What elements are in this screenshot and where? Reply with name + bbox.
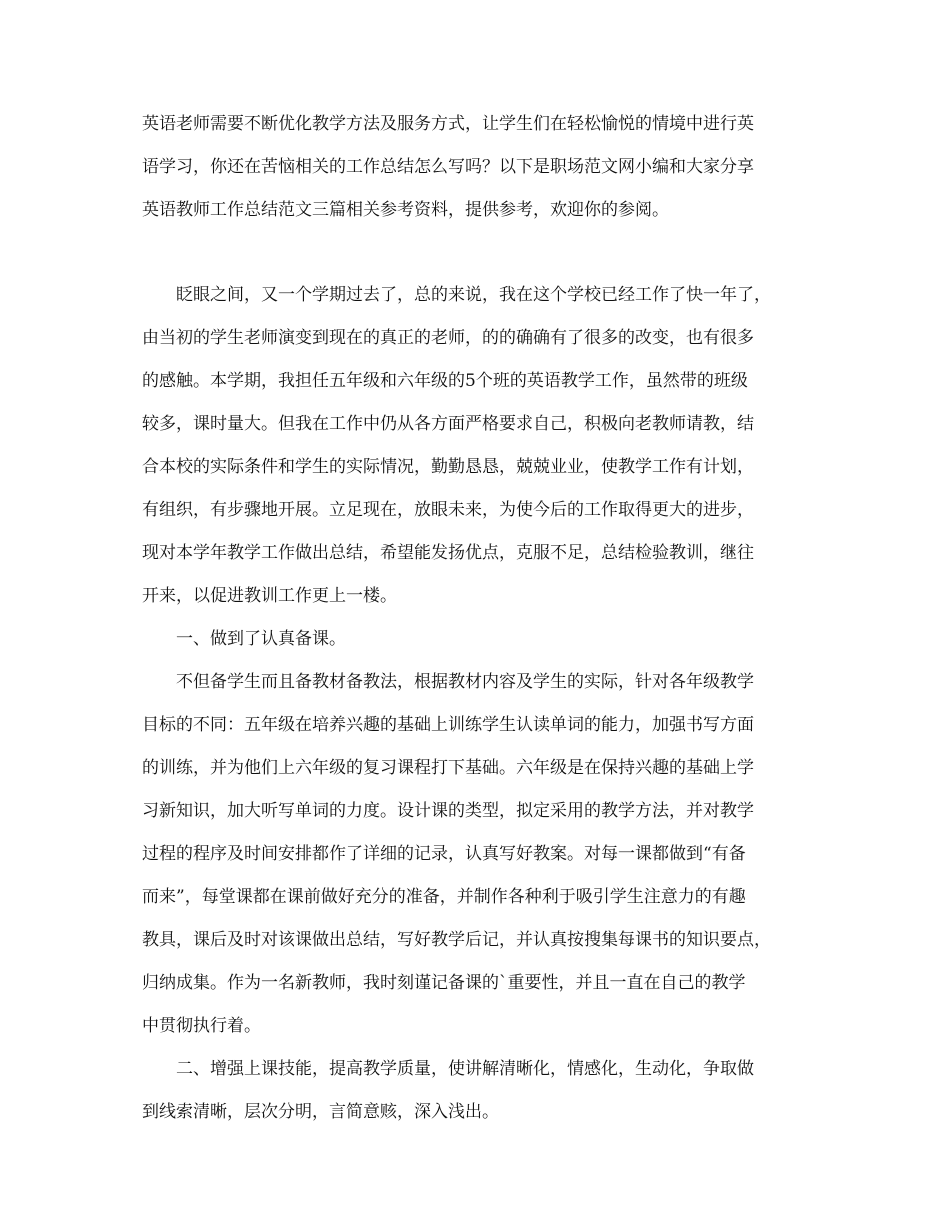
body-line: 合本校的实际条件和学生的实际情况，勤勤恳恳，兢兢业业，使教学工作有计划， (142, 457, 754, 477)
body-line: 过程的程序及时间安排都作了详细的记录，认真写好教案。对每一课都做到“有备 (142, 844, 746, 864)
body-line: 不但备学生而且备教材备教法，根据教材内容及学生的实际，针对各年级教学 (176, 672, 754, 692)
body-line: 习新知识，加大听写单词的力度。设计课的类型，拟定采用的教学方法，并对教学 (142, 801, 754, 821)
body-line: 到线索清晰，层次分明，言简意赅，深入浅出。 (142, 1102, 499, 1122)
body-line: 较多，课时量大。但我在工作中仍从各方面严格要求自己，积极向老教师请教，结 (142, 414, 754, 434)
body-line: 现对本学年教学工作做出总结，希望能发扬优点，克服不足，总结检验教训，继往 (142, 543, 754, 563)
body-line: 开来，以促进教训工作更上一楼。 (142, 586, 397, 606)
body-line: 眨眼之间，又一个学期过去了，总的来说，我在这个学校已经工作了快一年了， (176, 285, 771, 305)
intro-line: 英语教师工作总结范文三篇相关参考资料，提供参考，欢迎你的参阅。 (142, 200, 669, 220)
body-line: 中贯彻执行着。 (142, 1016, 261, 1036)
section-heading: 一、做到了认真备课。 (176, 629, 346, 649)
body-line: 由当初的学生老师演变到现在的真正的老师，的的确确有了很多的改变，也有很多 (142, 328, 754, 348)
section-heading: 二、增强上课技能，提高教学质量，使讲解清晰化，情感化，生动化，争取做 (176, 1059, 754, 1079)
intro-line: 语学习，你还在苦恼相关的工作总结怎么写吗？以下是职场范文网小编和大家分享 (142, 157, 754, 177)
intro-line: 英语老师需要不断优化教学方法及服务方式，让学生们在轻松愉悦的情境中进行英 (142, 114, 754, 134)
body-line: 而来”，每堂课都在课前做好充分的准备，并制作各种利于吸引学生注意力的有趣 (142, 887, 746, 907)
body-line: 归纳成集。作为一名新教师，我时刻谨记备课的`重要性，并且一直在自己的教学 (142, 973, 746, 993)
body-line: 的训练，并为他们上六年级的复习课程打下基础。六年级是在保持兴趣的基础上学 (142, 758, 754, 778)
body-line: 的感触。本学期，我担任五年级和六年级的5个班的英语教学工作，虽然带的班级 (142, 371, 748, 391)
body-line: 教具，课后及时对该课做出总结，写好教学后记，并认真按搜集每课书的知识要点， (142, 930, 771, 950)
body-line: 目标的不同：五年级在培养兴趣的基础上训练学生认读单词的能力，加强书写方面 (142, 715, 754, 735)
body-line: 有组织，有步骤地开展。立足现在，放眼未来，为使今后的工作取得更大的进步， (142, 500, 754, 520)
